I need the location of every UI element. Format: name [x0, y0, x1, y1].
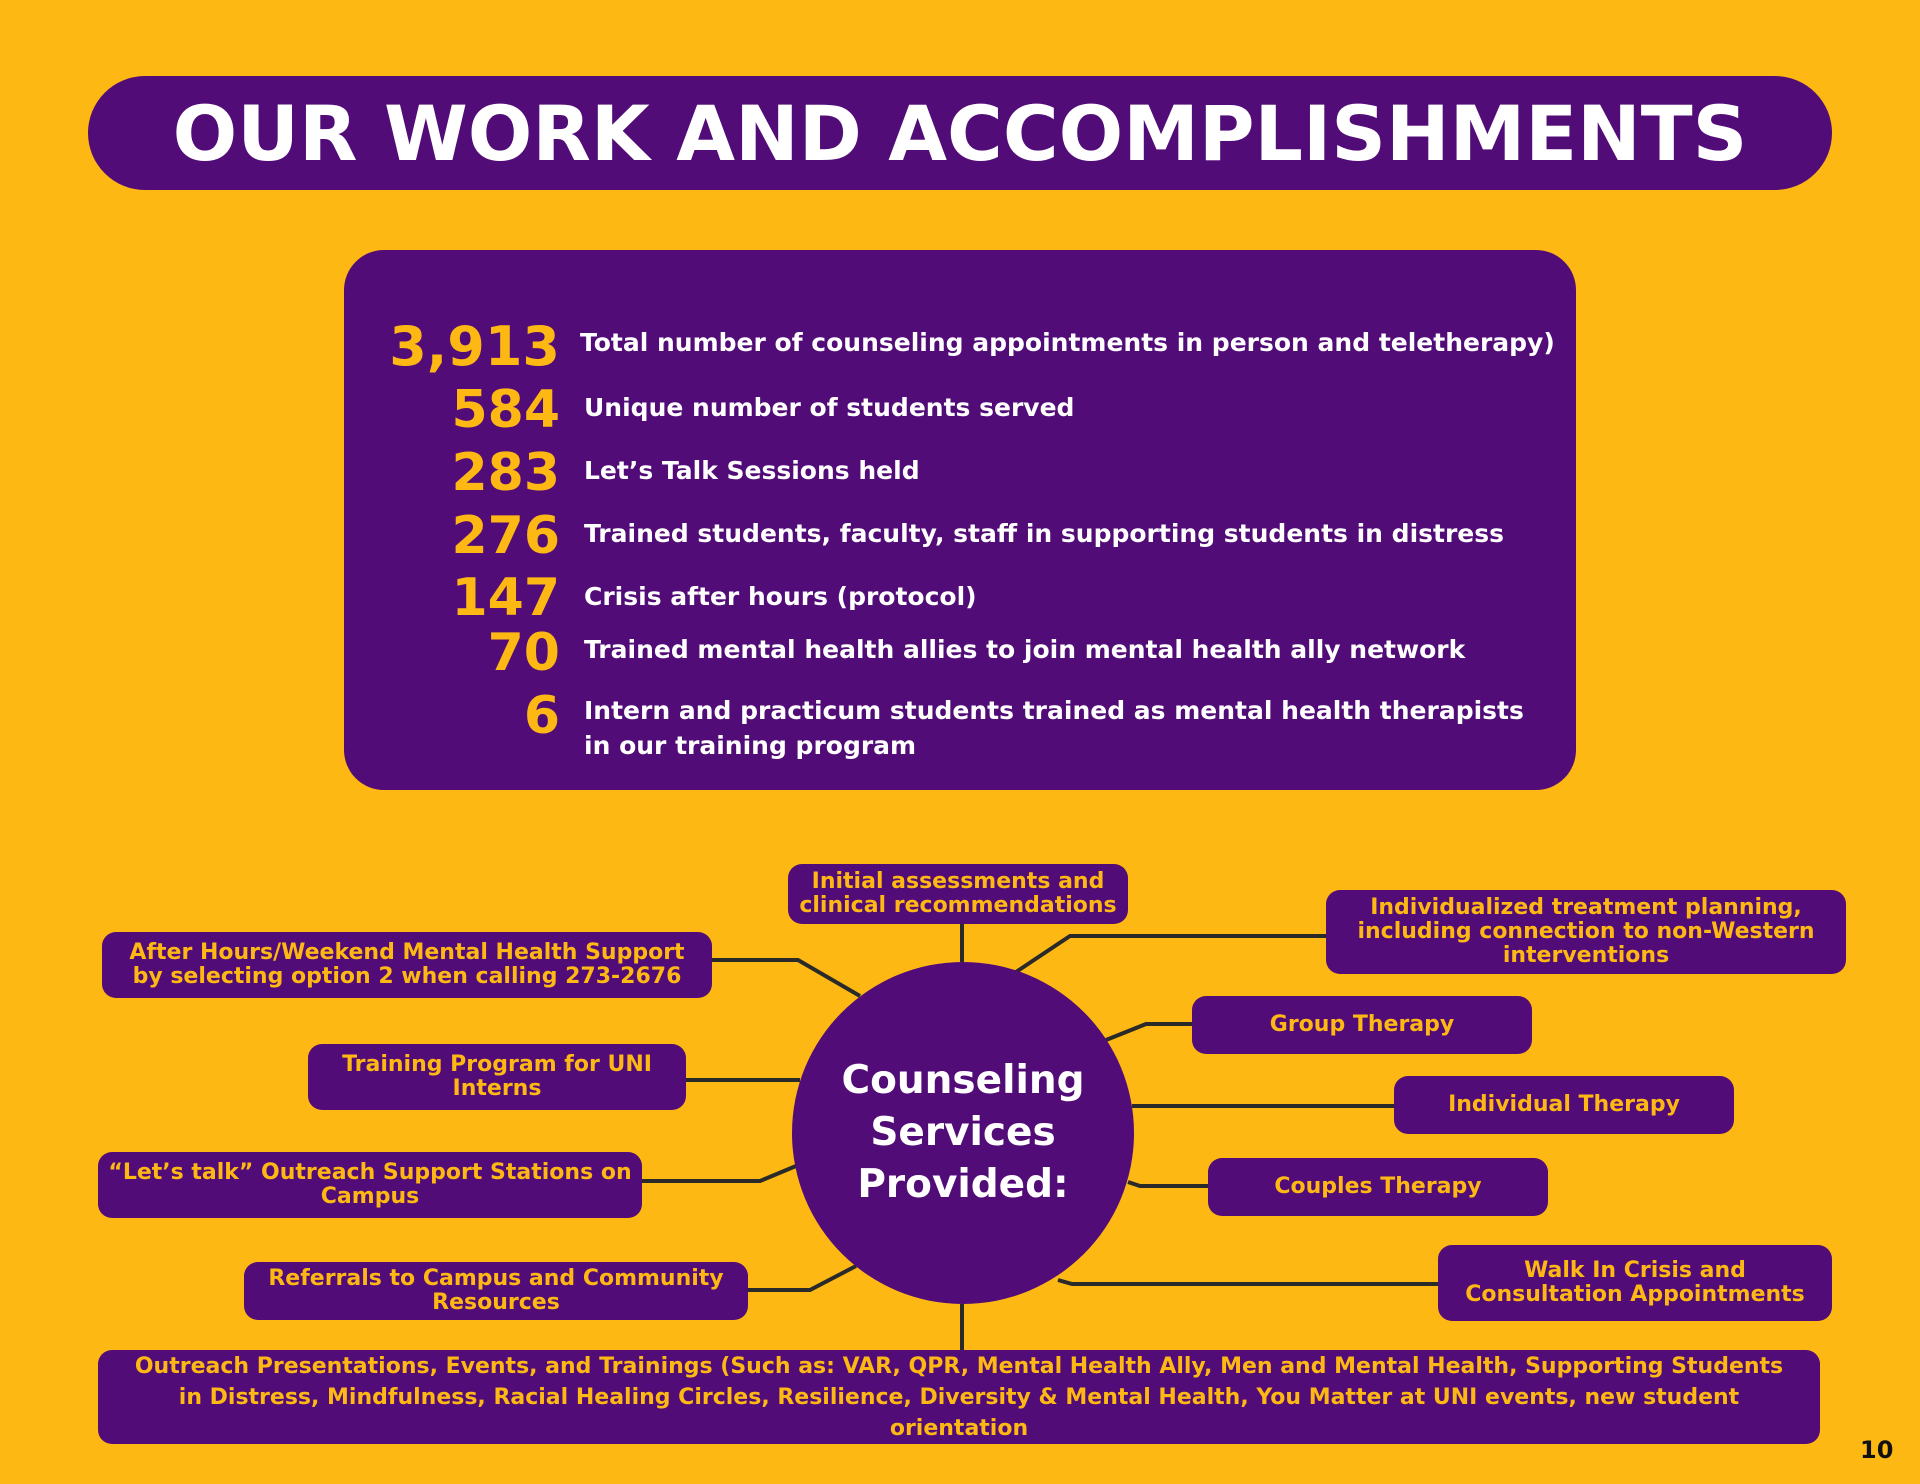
service-label: Outreach Presentations, Events, and Trainings (Such as: VAR, QPR, Mental Health Ally, Men and Mental Health, Supporting Students in Distress, Mindfulness, Racial Healing Circles, Resilience, Diversity & Mental Health, You Matter at UNI events, new student orientation [134, 1353, 1784, 1441]
service-label: Individual Therapy [1448, 1092, 1680, 1117]
stat-value: 3,913 [389, 315, 560, 378]
service-label: Individualized treatment planning, including connection to non-Western interventions [1357, 895, 1815, 968]
service-label: Training Program for UNI Interns [342, 1052, 652, 1101]
connector-couples-therapy [1128, 1182, 1208, 1186]
service-walk-in [1438, 1245, 1832, 1321]
connector-lets-talk [642, 1166, 796, 1181]
page-number: 10 [1860, 1436, 1894, 1464]
stat-value: 147 [451, 568, 560, 628]
stat-label: Let’s Talk Sessions held [584, 456, 920, 485]
service-label: Group Therapy [1269, 1012, 1455, 1037]
hub-label: Counseling Services Provided: [841, 1058, 1085, 1207]
service-label: After Hours/Weekend Mental Health Support by selecting option 2 when calling 273-2676 [129, 940, 685, 989]
hub-circle [792, 962, 1134, 1304]
service-label: “Let’s talk” Outreach Support Stations on Campus [108, 1160, 632, 1209]
service-label: Referrals to Campus and Community Resources [268, 1266, 724, 1315]
connector-referrals [746, 1266, 856, 1290]
stat-value: 283 [451, 443, 560, 503]
connector-group-therapy [1106, 1024, 1192, 1040]
connector-individualized-treatment [1016, 936, 1326, 972]
service-label: Initial assessments and clinical recommendations [799, 869, 1117, 918]
page-title: OUR WORK AND ACCOMPLISHMENTS [172, 88, 1748, 178]
service-label: Walk In Crisis and Consultation Appointments [1465, 1258, 1805, 1307]
stat-value: 276 [451, 506, 560, 566]
service-referrals [244, 1262, 748, 1320]
connector-walk-in [1058, 1280, 1438, 1284]
service-couples-therapy [1208, 1158, 1548, 1216]
stat-value: 584 [451, 380, 560, 440]
service-group-therapy [1192, 996, 1532, 1054]
stat-label: Intern and practicum students trained as mental health therapists [584, 696, 1524, 725]
service-outreach [98, 1350, 1820, 1444]
stat-label: Total number of counseling appointments in person and teletherapy) [580, 328, 1555, 357]
stat-label-continued: in our training program [584, 731, 917, 760]
service-initial-assessments [788, 864, 1128, 924]
stat-value: 70 [487, 623, 560, 683]
connector-after-hours [712, 960, 860, 996]
stat-label: Trained mental health allies to join mental health ally network [584, 635, 1466, 664]
stat-label: Crisis after hours (protocol) [584, 582, 977, 611]
service-individualized-treatment [1326, 890, 1846, 974]
service-label: Couples Therapy [1274, 1174, 1482, 1199]
stat-label: Trained students, faculty, staff in supporting students in distress [584, 519, 1505, 548]
service-after-hours [102, 932, 712, 998]
stat-label: Unique number of students served [584, 393, 1075, 422]
service-training-program [308, 1044, 686, 1110]
service-individual-therapy [1394, 1076, 1734, 1134]
stat-value: 6 [523, 686, 560, 746]
service-lets-talk [98, 1152, 642, 1218]
